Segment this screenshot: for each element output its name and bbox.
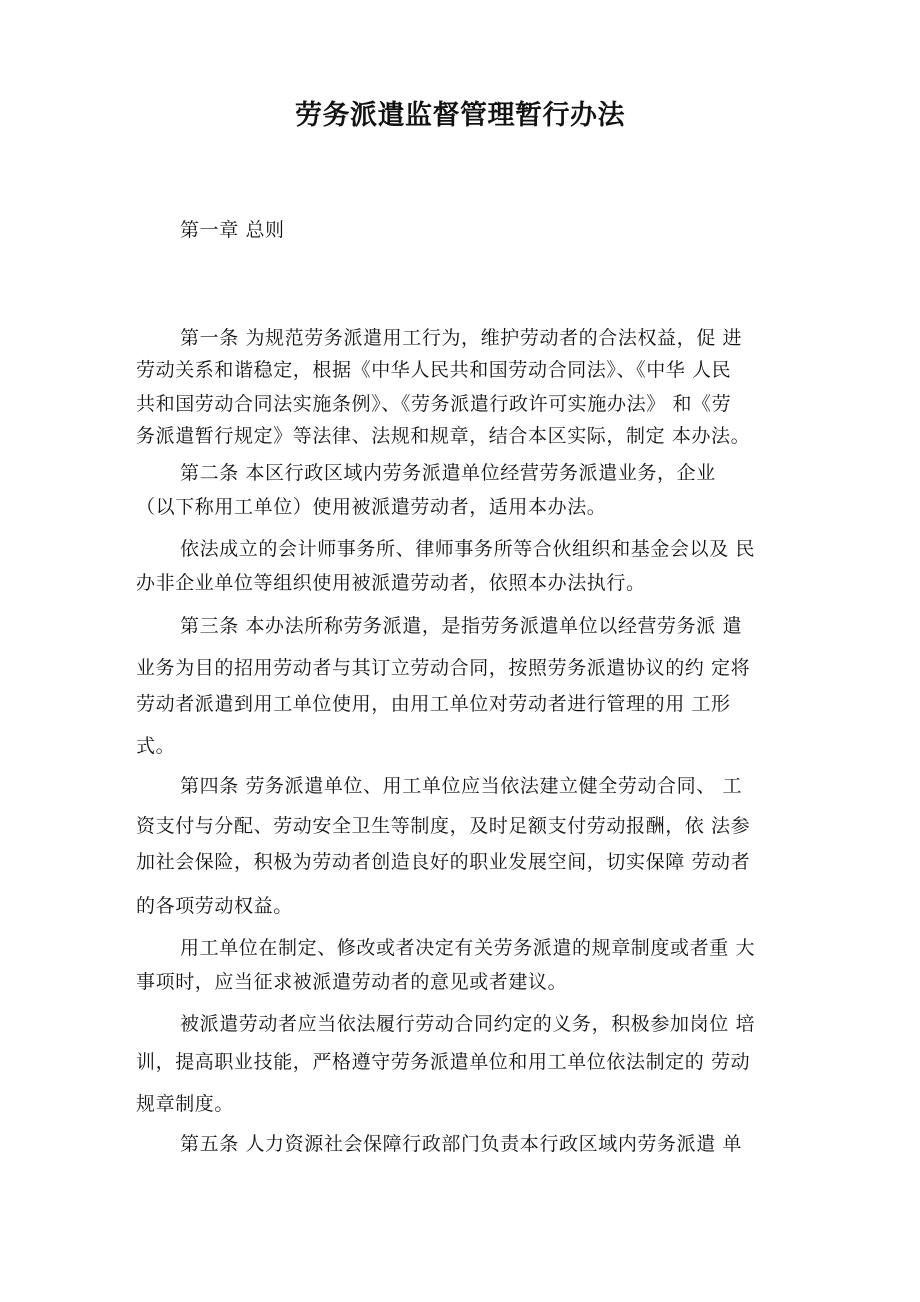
text-line: 办非企业单位等组织使用被派遣劳动者，依照本办法执行。: [136, 572, 646, 594]
text-line: 加社会保险，积极为劳动者创造良好的职业发展空间，切实保障 劳动者: [136, 851, 751, 873]
text-line: 依法成立的会计师事务所、律师事务所等合伙组织和基金会以及 民: [180, 538, 756, 560]
text-line: 训，提高职业技能，严格遵守劳务派遣单位和用工单位依法制定的 劳动: [136, 1051, 751, 1073]
text-line: （以下称用工单位）使用被派遣劳动者，适用本办法。: [136, 496, 607, 518]
chapter-heading: 第一章 总则: [180, 219, 285, 241]
text-line: 第二条 本区行政区域内劳务派遣单位经营劳务派遣业务，企业: [180, 462, 716, 484]
text-line: 务派遣暂行规定》等法律、法规和规章，结合本区实际，制定 本办法。: [136, 425, 751, 447]
text-line: 第五条 人力资源社会保障行政部门负责本行政区域内劳务派遣 单: [180, 1133, 743, 1155]
text-line: 规章制度。: [136, 1093, 235, 1115]
text-line: 劳动者派遣到用工单位使用，由用工单位对劳动者进行管理的用 工形: [136, 693, 731, 715]
text-line: 第一条 为规范劳务派遣用工行为，维护劳动者的合法权益，促 进: [180, 327, 743, 349]
text-line: 的各项劳动权益。: [136, 895, 293, 917]
text-line: 业务为目的招用劳动者与其订立劳动合同，按照劳务派遣协议的约 定将: [136, 657, 751, 679]
text-line: 式。: [136, 735, 176, 757]
text-line: 第三条 本办法所称劳务派遣，是指劳务派遣单位以经营劳务派 遣: [180, 615, 743, 637]
text-line: 被派遣劳动者应当依法履行劳动合同约定的义务，积极参加岗位 培: [180, 1013, 756, 1035]
document-title: 劳务派遣监督管理暂行办法: [295, 100, 625, 131]
text-line: 资支付与分配、劳动安全卫生等制度，及时足额支付劳动报酬，依 法参: [136, 815, 751, 837]
text-line: 劳动关系和谐稳定，根据《中华人民共和国劳动合同法》、《中华 人民: [136, 359, 732, 381]
text-line: 用工单位在制定、修改或者决定有关劳务派遣的规章制度或者重 大: [180, 937, 756, 959]
text-line: 事项时，应当征求被派遣劳动者的意见或者建议。: [136, 971, 568, 993]
text-line: 第四条 劳务派遣单位、用工单位应当依法建立健全劳动合同、 工: [180, 775, 743, 797]
text-line: 共和国劳动合同法实施条例》、《劳务派遣行政许可实施办法》 和《劳: [136, 393, 732, 415]
